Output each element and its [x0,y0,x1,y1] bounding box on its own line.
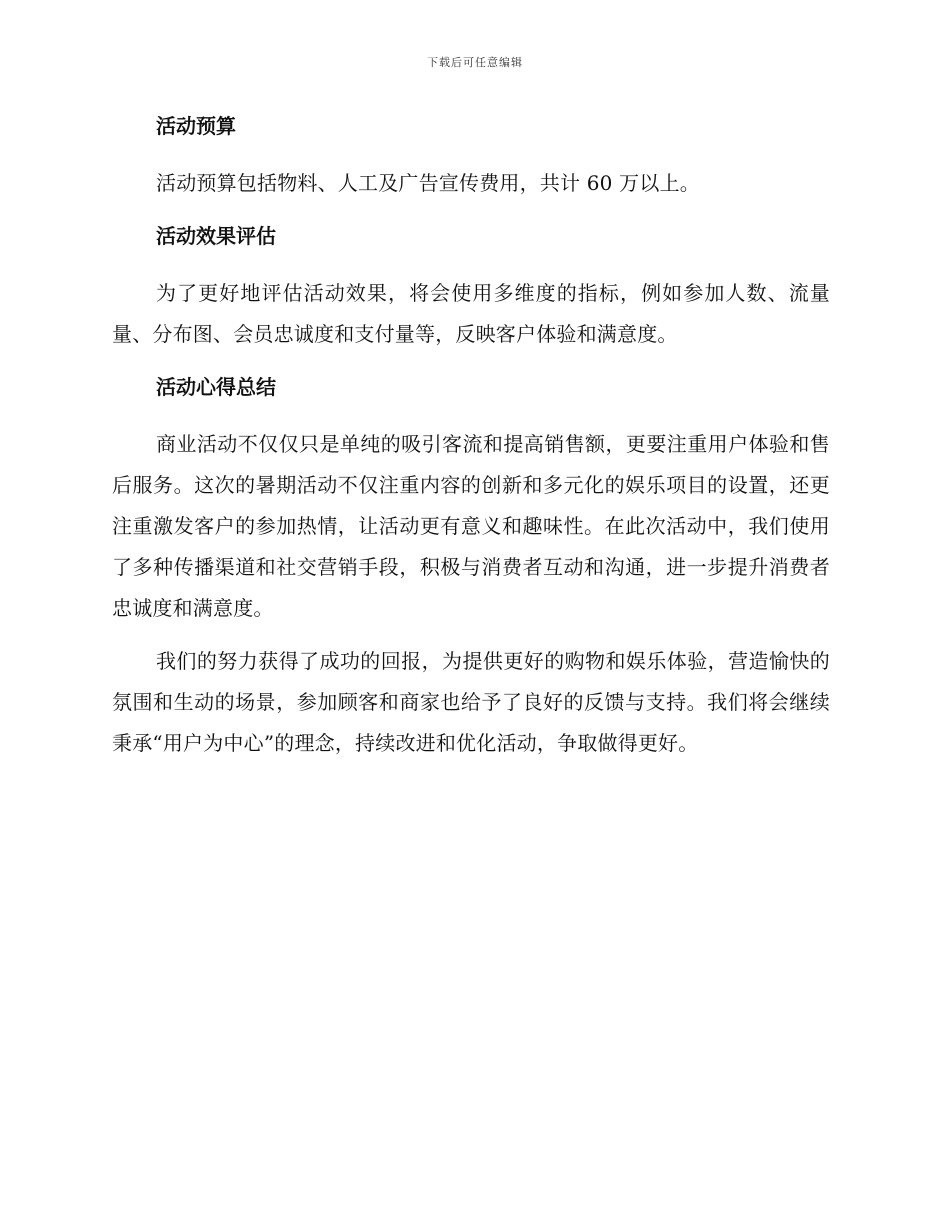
paragraph-evaluation: 为了更好地评估活动效果，将会使用多维度的指标，例如参加人数、流量量、分布图、会员忠诚度和支付量等，反映客户体验和满意度。 [112,281,830,346]
paragraph-summary-1: 商业活动不仅仅只是单纯的吸引客流和提高销售额，更要注重用户体验和售后服务。这次的暑期活动不仅注重内容的创新和多元化的娱乐项目的设置，还更注重激发客户的参加热情，让活动更有意义和趣味性。在此次活动中，我们使用了多种传播渠道和社交营销手段，积极与消费者互动和沟通，进一步提升消费者忠诚度和满意度。 [112,432,830,620]
header-note: 下载后可任意编辑 [427,56,523,69]
document-body [112,108,830,776]
paragraph-summary-2: 我们的努力获得了成功的回报，为提供更好的购物和娱乐体验，营造愉快的氛围和生动的场景，参加顾客和商家也给予了良好的反馈与支持。我们将会继续秉承“用户为中心”的理念，持续改进和优化活动，争取做得更好。 [112,649,830,755]
section-heading-evaluation: 活动效果评估 [156,224,276,248]
paragraph-budget: 活动预算包括物料、人工及广告宣传费用，共计 60 万以上。 [156,171,700,195]
section-heading-budget: 活动预算 [156,114,236,138]
section-heading-summary: 活动心得总结 [156,375,276,399]
